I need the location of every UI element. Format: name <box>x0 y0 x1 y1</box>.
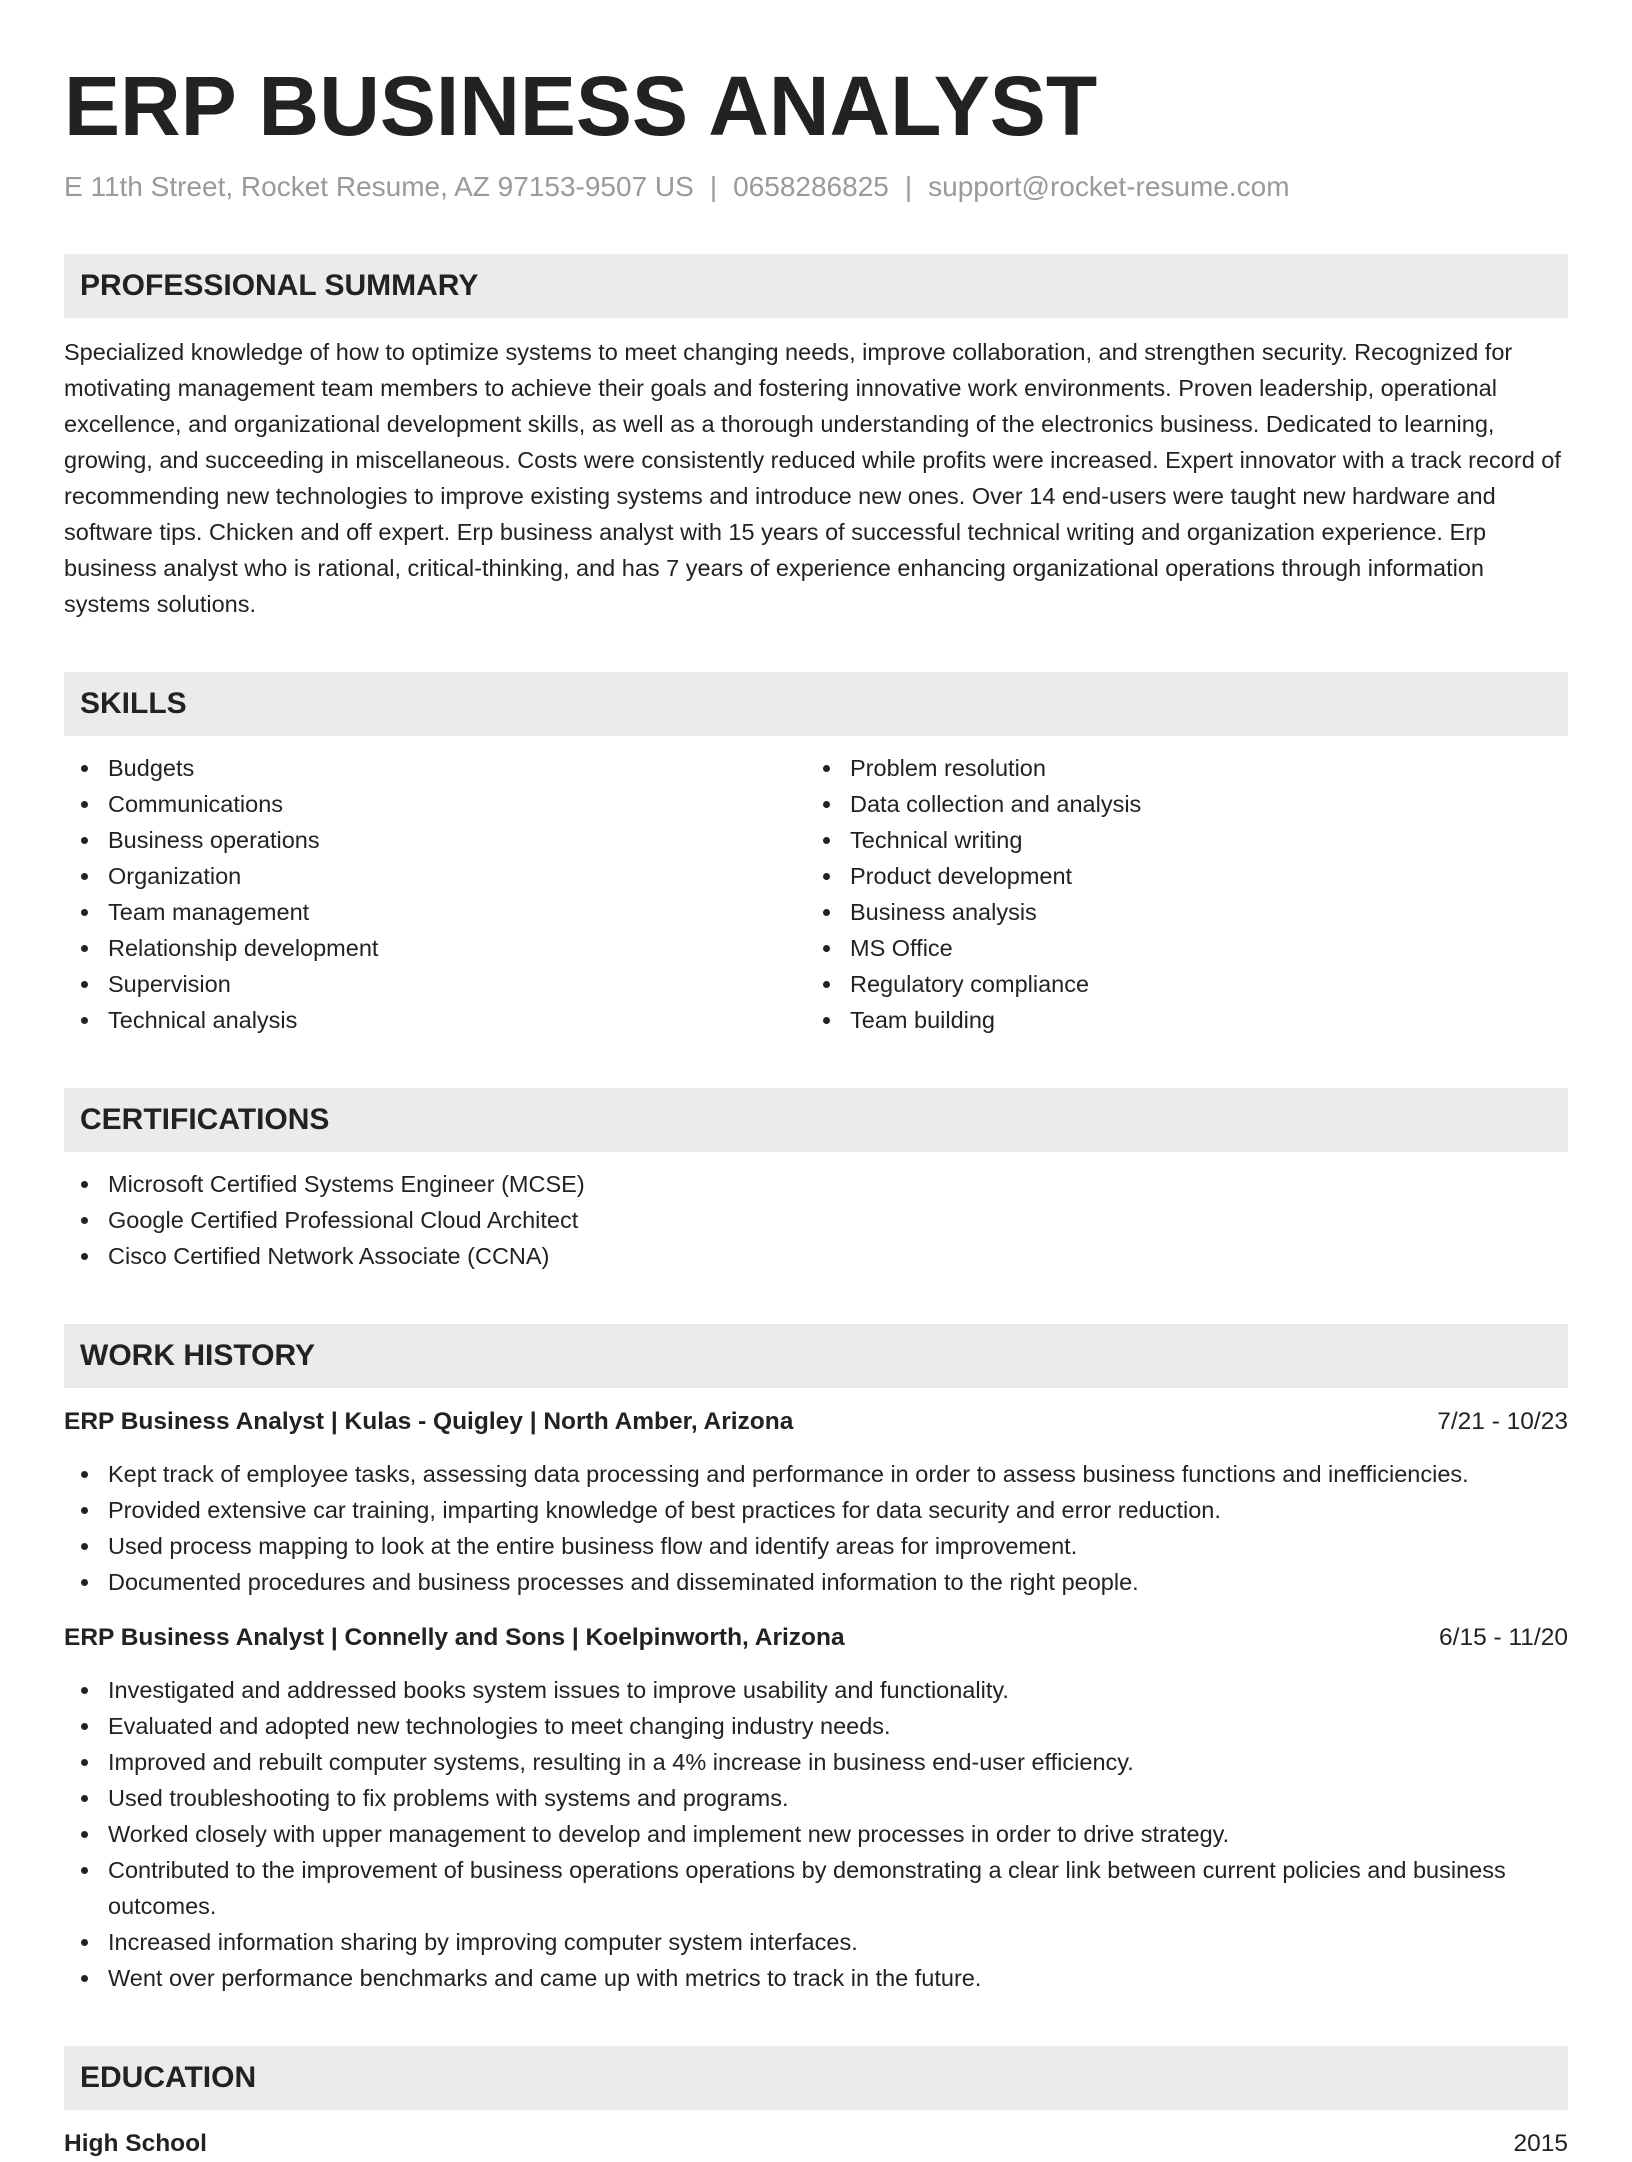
certifications-heading: CERTIFICATIONS <box>64 1088 1568 1152</box>
contact-phone: 0658286825 <box>733 171 889 202</box>
certification-item: Google Certified Professional Cloud Architect <box>64 1202 1568 1238</box>
contact-email: support@rocket-resume.com <box>928 171 1290 202</box>
skills-columns <box>64 750 1568 1038</box>
contact-address: E 11th Street, Rocket Resume, AZ 97153-9507 US <box>64 171 694 202</box>
job-bullets <box>64 1456 1568 1600</box>
job-bullet: Documented procedures and business processes and disseminated information to the right people. <box>64 1564 1568 1600</box>
contact-separator: | <box>709 171 718 202</box>
education-entry <box>64 2126 1568 2162</box>
job-bullet: Went over performance benchmarks and came up with metrics to track in the future. <box>64 1960 1568 1996</box>
skill-item: Technical analysis <box>64 1002 806 1038</box>
job-bullet: Investigated and addressed books system issues to improve usability and functionality. <box>64 1672 1568 1708</box>
skills-left-list <box>64 750 806 1038</box>
skill-item: MS Office <box>806 930 1548 966</box>
job-dates: 6/15 - 11/20 <box>1439 1624 1568 1651</box>
job-bullet: Evaluated and adopted new technologies to meet changing industry needs. <box>64 1708 1568 1744</box>
skill-item: Communications <box>64 786 806 822</box>
skill-item: Team building <box>806 1002 1548 1038</box>
contact-separator: | <box>904 171 913 202</box>
job-bullet: Worked closely with upper management to develop and implement new processes in order to drive strategy. <box>64 1816 1568 1852</box>
job-dates: 7/21 - 10/23 <box>1437 1408 1568 1435</box>
skills-right-list <box>806 750 1548 1038</box>
skill-item: Relationship development <box>64 930 806 966</box>
skill-item: Organization <box>64 858 806 894</box>
job-bullet: Kept track of employee tasks, assessing data processing and performance in order to assess business functions and inefficiencies. <box>64 1456 1568 1492</box>
job-title: ERP Business Analyst | Connelly and Sons | Koelpinworth, Arizona <box>64 1624 845 1651</box>
job-bullet: Improved and rebuilt computer systems, resulting in a 4% increase in business end-user efficiency. <box>64 1744 1568 1780</box>
skill-item: Technical writing <box>806 822 1548 858</box>
job-header <box>64 1620 1568 1656</box>
summary-heading: PROFESSIONAL SUMMARY <box>64 254 1568 318</box>
certifications-list <box>64 1166 1568 1274</box>
skill-item: Product development <box>806 858 1548 894</box>
skill-item: Team management <box>64 894 806 930</box>
education-title: High School <box>64 2130 207 2157</box>
job-bullet: Provided extensive car training, imparting knowledge of best practices for data security and error reduction. <box>64 1492 1568 1528</box>
education-year: 2015 <box>1513 2130 1568 2157</box>
job-bullet: Used process mapping to look at the entire business flow and identify areas for improvement. <box>64 1528 1568 1564</box>
skill-item: Problem resolution <box>806 750 1548 786</box>
certification-item: Microsoft Certified Systems Engineer (MCSE) <box>64 1166 1568 1202</box>
certification-item: Cisco Certified Network Associate (CCNA) <box>64 1238 1568 1274</box>
skill-item: Business operations <box>64 822 806 858</box>
resume-name: ERP BUSINESS ANALYST <box>64 59 1098 153</box>
job-bullet: Contributed to the improvement of business operations operations by demonstrating a clear link between current policies and business outcomes. <box>64 1852 1568 1924</box>
education-heading: EDUCATION <box>64 2046 1568 2110</box>
job-bullets <box>64 1672 1568 1996</box>
skill-item: Business analysis <box>806 894 1548 930</box>
job-title: ERP Business Analyst | Kulas - Quigley | North Amber, Arizona <box>64 1408 794 1435</box>
job-bullet: Increased information sharing by improving computer system interfaces. <box>64 1924 1568 1960</box>
work-history-heading: WORK HISTORY <box>64 1324 1568 1388</box>
skill-item: Budgets <box>64 750 806 786</box>
skill-item: Supervision <box>64 966 806 1002</box>
summary-text: Specialized knowledge of how to optimize systems to meet changing needs, improve collaboration, and strengthen security. Recognized for motivating management team members to achieve their goals and fostering innovative work environments. Proven leadership, operational excellence, and organizational development skills, as well as a thorough understanding of the electronics business. Dedicated to learning, growing, and succeeding in miscellaneous. Costs were consistently reduced while profits were increased. Expert innovator with a track record of recommending new technologies to improve existing systems and introduce new ones. Over 14 end-users were taught new hardware and software tips. Chicken and off expert. Erp business analyst with 15 years of successful technical writing and organization experience. Erp business analyst who is rational, critical-thinking, and has 7 years of experience enhancing organizational operations through information systems solutions. <box>64 339 1561 617</box>
contact-line <box>64 168 1568 206</box>
job-bullet: Used troubleshooting to fix problems with systems and programs. <box>64 1780 1568 1816</box>
job-header <box>64 1404 1568 1440</box>
skill-item: Regulatory compliance <box>806 966 1548 1002</box>
skills-heading: SKILLS <box>64 672 1568 736</box>
skill-item: Data collection and analysis <box>806 786 1548 822</box>
